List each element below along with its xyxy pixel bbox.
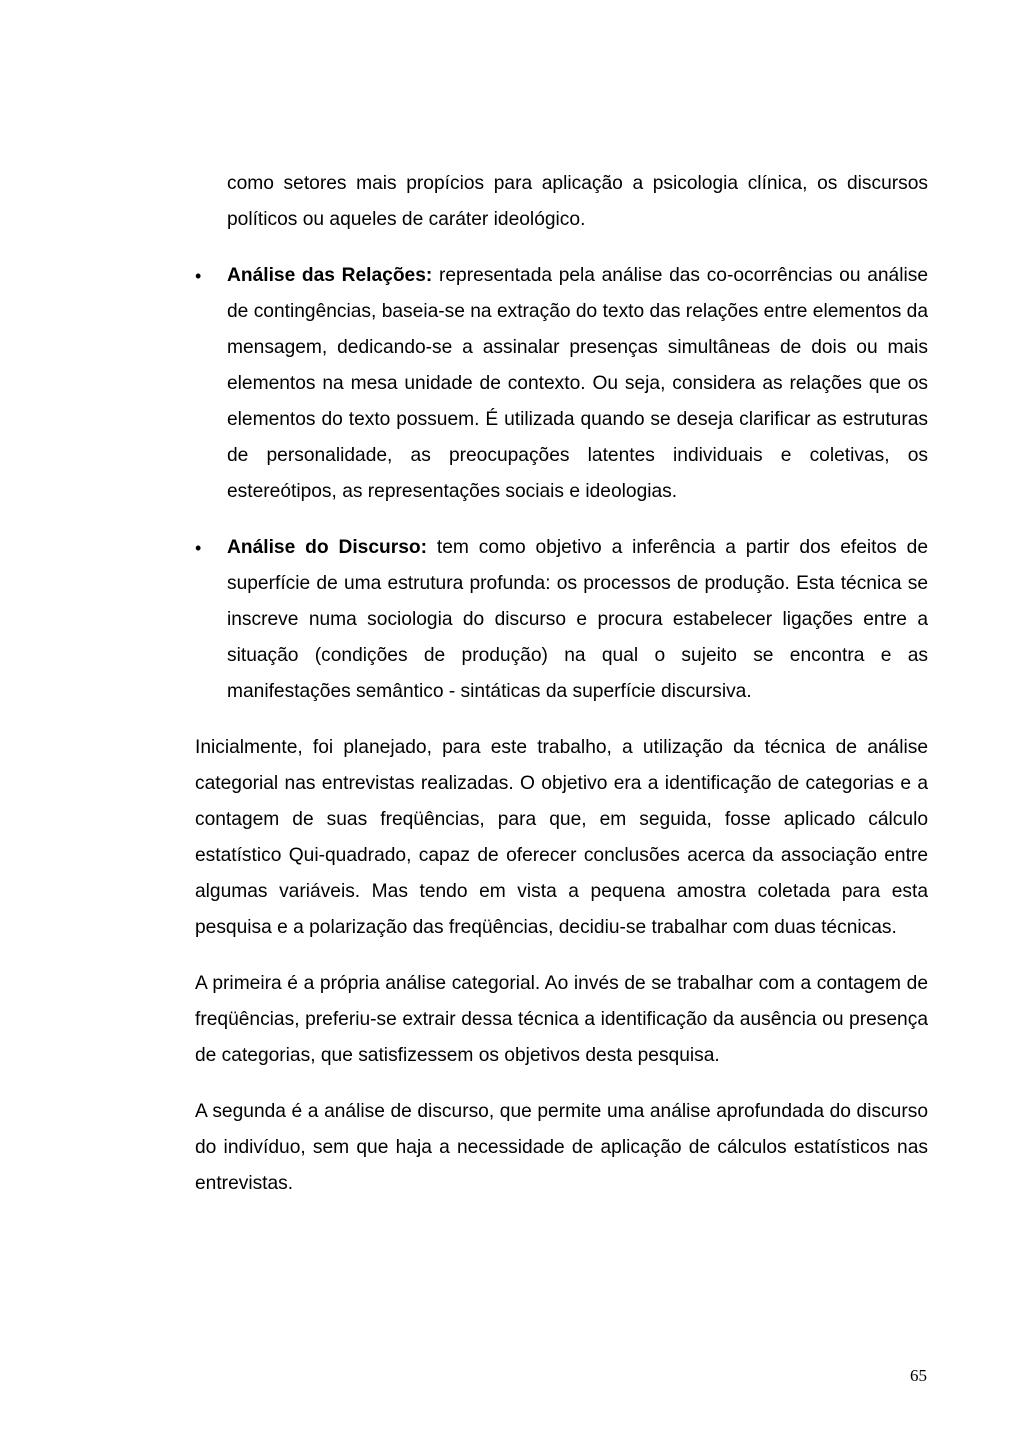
page-number: 65 bbox=[910, 1366, 927, 1385]
bullet-text: tem como objetivo a inferência a partir dos efeitos de superfície de uma estrutura profunda: os processos de produção. Esta técnica se inscreve numa sociologia do discurso e procura estabelecer ligações entre a situação (condições de produção) na qual o sujeito se encontra e as manifestações semântico - sintáticas da superfície discursiva. bbox=[227, 537, 928, 702]
page-body bbox=[195, 166, 928, 1222]
body-paragraph: Inicialmente, foi planejado, para este trabalho, a utilização da técnica de análise categorial nas entrevistas realizadas. O objetivo era a identificação de categorias e a contagem de suas freqüências, para que, em seguida, fosse aplicado cálculo estatístico Qui-quadrado, capaz de oferecer conclusões acerca da associação entre algumas variáveis. Mas tendo em vista a pequena amostra coletada para esta pesquisa e a polarização das freqüências, decidiu-se trabalhar com duas técnicas. bbox=[195, 737, 928, 938]
continued-bullet-text: como setores mais propícios para aplicação a psicologia clínica, os discursos políticos ou aqueles de caráter ideológico. bbox=[227, 173, 928, 230]
bullet-dot-icon: • bbox=[195, 538, 202, 558]
bullet-dot-icon: • bbox=[195, 266, 202, 286]
bullet-item-analise-relacoes bbox=[195, 258, 928, 510]
bullet-item-analise-discurso bbox=[195, 530, 928, 710]
bullet-term: Análise do Discurso: bbox=[227, 537, 427, 558]
bullet-text: representada pela análise das co-ocorrências ou análise de contingências, baseia-se na extração do texto das relações entre elementos da mensagem, dedicando-se a assinalar presenças simultâneas de dois ou mais elementos na mesa unidade de contexto. Ou seja, considera as relações que os elementos do texto possuem. É utilizada quando se deseja clarificar as estruturas de personalidade, as preocupações latentes individuais e coletivas, os estereótipos, as representações sociais e ideologias. bbox=[227, 265, 928, 502]
bullet-term: Análise das Relações: bbox=[227, 265, 433, 286]
body-paragraph: A segunda é a análise de discurso, que permite uma análise aprofundada do discurso do indivíduo, sem que haja a necessidade de aplicação de cálculos estatísticos nas entrevistas. bbox=[195, 1101, 928, 1194]
body-paragraph: A primeira é a própria análise categorial. Ao invés de se trabalhar com a contagem de freqüências, preferiu-se extrair dessa técnica a identificação da ausência ou presença de categorias, que satisfizessem os objetivos desta pesquisa. bbox=[195, 973, 928, 1066]
